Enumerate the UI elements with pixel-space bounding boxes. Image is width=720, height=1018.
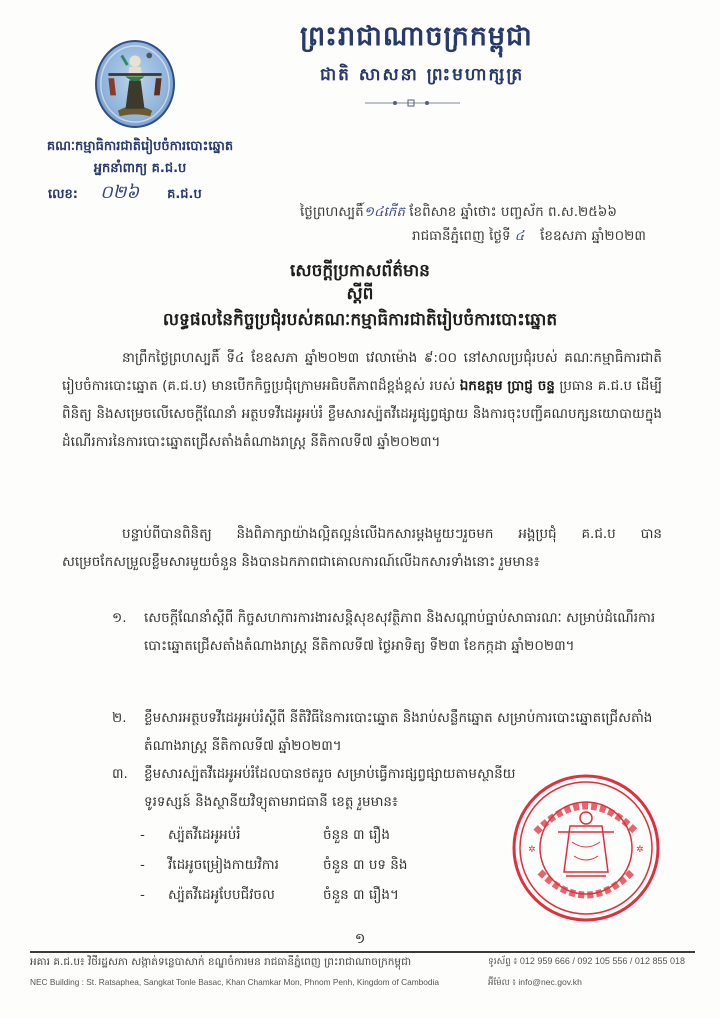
phone-label: ទូរស័ព្ទ ៖: [488, 956, 518, 966]
list-number: ១.: [112, 610, 127, 626]
sublist-count: ចំនួន ៣ រឿង: [323, 827, 390, 843]
paragraph-2-text: បន្ទាប់ពីបានពិនិត្យ និងពិភាក្សាយ៉ាងល្អិតល្អន់លើឯកសារម្តងមួយៗរួចមក អង្គប្រជុំ គ.ជ.ប បានសម្រេចកែសម្រួលខ្លឹមសារមួយចំនួន និងបានឯកភាពជាគោលការណ៍លើឯកសារទាំងនោះ រួមមាន៖: [62, 526, 662, 570]
body-paragraph-2: [62, 520, 662, 576]
page-number: ១: [354, 931, 366, 947]
list-text: សេចក្តីណែនាំស្តីពី កិច្ចសហការការងារសន្តិសុខសុវត្ថិភាព និងសណ្តាប់ធ្នាប់សាធារណៈ សម្រាប់ដំណើរការបោះឆ្នោតជ្រើសតាំងតំណាងរាស្ត្រ នីតិកាលទី៧ ថ្ងៃអាទិត្យ ទី២៣ ខែកក្កដា ឆ្នាំ២០២៣។: [144, 610, 656, 654]
footer-phone: [488, 956, 685, 969]
organization-unit: អ្នកនាំពាក្យ គ.ជ.ប: [93, 161, 187, 176]
list-item: [112, 760, 532, 816]
sublist-row: [140, 850, 407, 880]
kingdom-heading: ព្រះរាជាណាចក្រកម្ពុជា: [300, 21, 533, 52]
footer-divider: [30, 951, 695, 953]
sublist-row: [140, 820, 407, 850]
body-paragraph-1: [62, 344, 662, 456]
paragraph-1-end: ប្រធាន គ.ជ.ប ដើម្បីពិនិត្យ និងសម្រេចលើសេចក្តីណែនាំ អត្ថបទវីដេអូអប់រំ ខ្លឹមសារស្ប៉តវីដេអូផ្សព្វផ្សាយ និងការចុះបញ្ជីគណបក្សនយោបាយក្នុងដំណើរការនៃការបោះឆ្នោតជ្រើសតាំងតំណាងរាស្ត្រ នីតិកាលទី៧ ឆ្នាំ២០២៣។: [62, 378, 662, 450]
svg-text:✲: ✲: [636, 845, 644, 855]
lunar-date-prefix: ថ្ងៃព្រហស្បតិ៍: [300, 204, 364, 220]
lunar-date: [300, 203, 617, 223]
footer-address-khmer: អគារ គ.ជ.ប៖ វិថីរដ្ឋសភា សង្កាត់ទន្លេបាសាក់ ខណ្ឌចំការមន រាជធានីភ្នំពេញ ព្រះរាជាណាចក្រកម្ពុជា: [30, 956, 412, 968]
reference-suffix: គ.ជ.ប: [167, 187, 202, 202]
lunar-date-rest: ខែពិសាខ ឆ្នាំថោះ បញ្ចស័ក ព.ស.២៥៦៦: [409, 204, 617, 220]
footer-email: [488, 977, 582, 990]
svg-text:✲: ✲: [528, 845, 536, 855]
reference-number: ០២៦: [99, 182, 140, 203]
document-title: សេចក្តីប្រកាសព័ត៌មាន: [290, 261, 430, 281]
list-number: ៣.: [112, 766, 128, 782]
media-sublist: [140, 820, 407, 910]
sublist-count: ចំនួន ៣ បទ និង: [323, 857, 408, 873]
list-item: [112, 604, 672, 660]
email-address[interactable]: info@nec.gov.kh: [518, 977, 582, 987]
bullet-dash: -: [140, 887, 145, 903]
official-red-seal-icon: [510, 772, 662, 924]
ornament-divider-icon: [365, 98, 460, 108]
email-label: អ៊ីម៉ែល ៖: [488, 977, 516, 987]
list-text: ខ្លឹមសារស្ប៉តវីដេអូអប់រំដែលបានថតរួច សម្រាប់ធ្វើការផ្សព្វផ្សាយតាមស្ថានីយទូរទស្សន៍ និងស្ថានីយវិទ្យុតាមរាជធានី ខេត្ត រួមមាន៖: [144, 766, 516, 810]
sublist-name: ស្ប៉តវីដេអូអប់រំ: [168, 827, 241, 843]
solar-date-day: ៤: [514, 228, 525, 244]
footer-address-english: NEC Building : St. Ratsaphea, Sangkat Tonle Basac, Khan Chamkar Mon, Phnom Penh, Kingdom of Cambodia: [30, 977, 439, 987]
list-number: ២.: [112, 710, 127, 726]
list-text: ខ្លឹមសារអត្ថបទវីដេអូអប់រំស្តីពី នីតិវិធីនៃការបោះឆ្នោត និងរាប់សន្លឹកឆ្នោត សម្រាប់ការបោះឆ្នោតជ្រើសតាំងតំណាងរាស្ត្រ នីតិកាលទី៧ ឆ្នាំ២០២៣។: [144, 710, 653, 754]
reference-label: លេខ:: [48, 187, 78, 202]
solar-date-prefix: រាជធានីភ្នំពេញ ថ្ងៃទី: [412, 228, 511, 244]
phone-numbers: 012 959 666 / 092 105 556 / 012 855 018: [519, 956, 685, 966]
sublist-name: ស្ប៉តវីដេអូបែបជីវចល: [168, 887, 275, 903]
sublist-name: វីដេអូចម្រៀងកាយវិការ: [168, 857, 279, 873]
paragraph-1-start: នាព្រឹកថ្ងៃព្រហស្បតិ៍ ទី៤ ខែឧសភា ឆ្នាំ២០២៣ វេលាម៉ោង ៩:០០ នៅសាលប្រជុំរបស់ គណៈកម្មាធិការជាតិរៀបចំការបោះឆ្នោត (គ.ជ.ប) មានបើកកិច្ចប្រជុំក្រោមអធិបតីភាពដ៏ខ្ពង់ខ្ពស់ របស់: [62, 350, 662, 394]
nec-emblem-logo: [95, 40, 175, 128]
organization-name: គណៈកម្មាធិការជាតិរៀបចំការបោះឆ្នោត: [46, 139, 234, 154]
deity-emblem-icon: [97, 42, 173, 126]
solar-date-rest: ខែឧសភា ឆ្នាំ២០២៣: [540, 228, 646, 244]
chairman-name: ឯកឧត្តម ប្រាជ្ញ ចន្ទ: [459, 378, 555, 394]
reference-number-line: [48, 180, 202, 207]
document-title-connector: ស្តីពី: [346, 284, 374, 304]
list-item: [112, 704, 672, 760]
sublist-row: [140, 880, 407, 910]
document-subject: លទ្ធផលនៃកិច្ចប្រជុំរបស់គណៈកម្មាធិការជាតិរៀបចំការបោះឆ្នោត: [162, 310, 558, 330]
lunar-date-handwritten: ១៤កើត: [363, 204, 405, 220]
national-motto: ជាតិ សាសនា ព្រះមហាក្សត្រ: [320, 65, 525, 85]
sublist-count: ចំនួន ៣ រឿង។: [323, 887, 399, 903]
bullet-dash: -: [140, 827, 145, 843]
bullet-dash: -: [140, 857, 145, 873]
solar-date: [412, 227, 646, 247]
